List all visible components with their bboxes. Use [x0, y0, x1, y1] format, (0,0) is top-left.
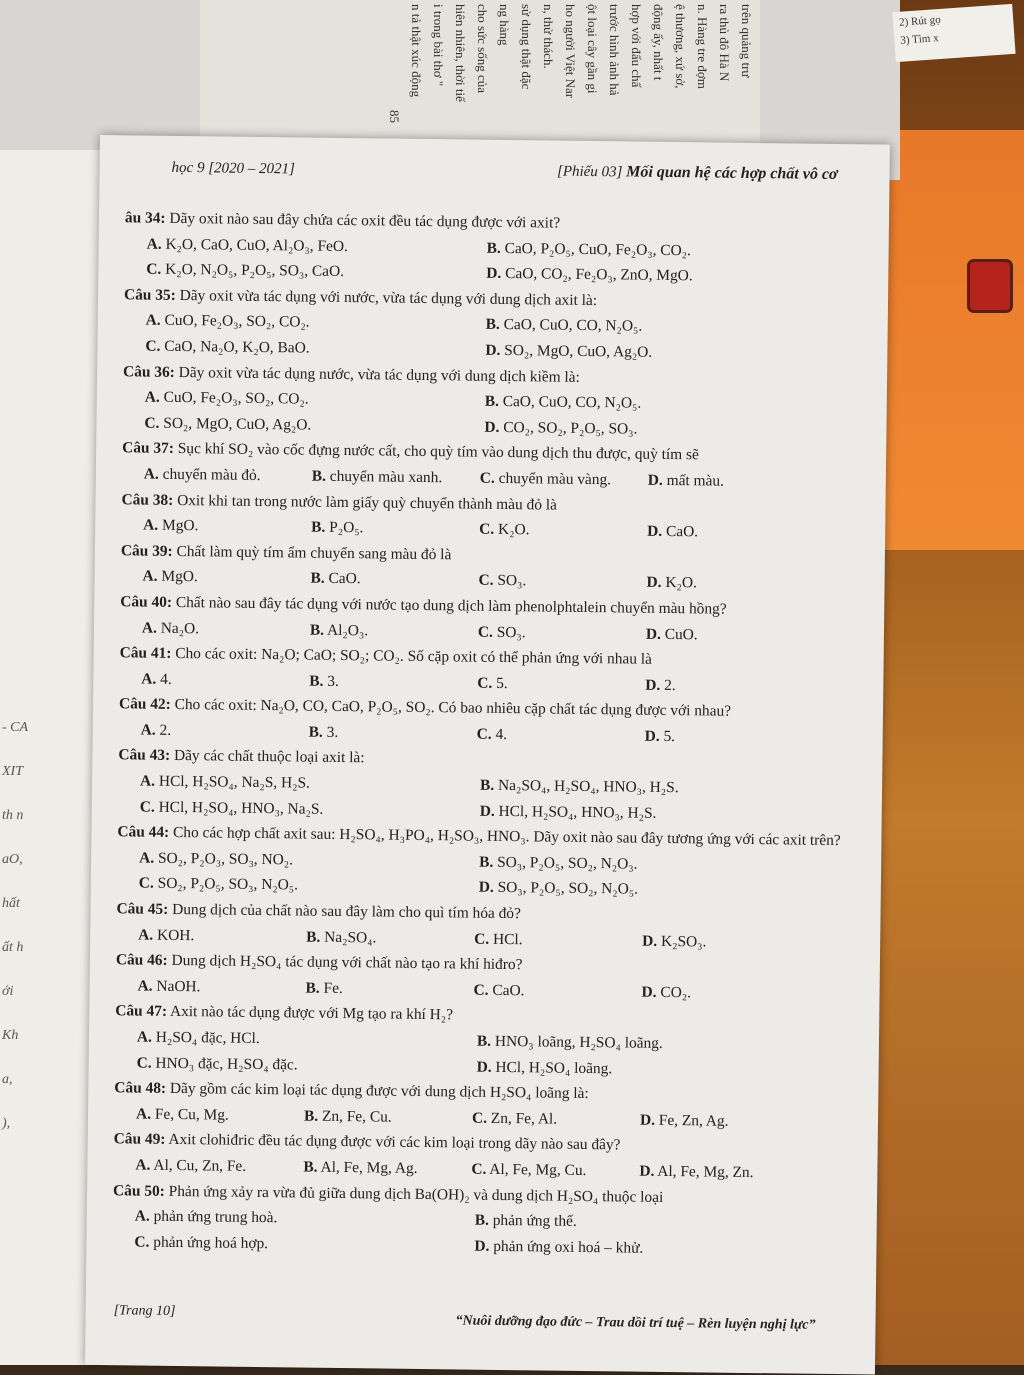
- option-text: Fe, Zn, Ag.: [658, 1111, 729, 1130]
- question-block: [120, 538, 857, 598]
- option-text: chuyển màu đỏ.: [162, 465, 261, 484]
- answer-options: [122, 384, 859, 444]
- worksheet-page: [85, 135, 890, 1375]
- note-line: 3) Tìm x: [899, 32, 940, 47]
- background-note: [892, 4, 1015, 62]
- question-text: Oxit khi tan trong nước làm giấy quỳ chuyển thành màu đỏ là: [177, 491, 558, 514]
- option-letter: A.: [137, 977, 153, 995]
- question-block: [120, 589, 857, 649]
- question-block: [113, 1127, 850, 1187]
- notebook-handwriting: th n: [2, 808, 24, 823]
- option-letter: B.: [485, 316, 500, 334]
- option-text: SO₂, MgO, CuO, Ag₂O.: [504, 341, 653, 361]
- answer-option: [311, 515, 479, 543]
- option-text: SO₂, P₂O₃, SO₃, NO₂.: [157, 849, 294, 869]
- question-block: [115, 947, 852, 1007]
- question-text: Dãy oxit vừa tác dụng nước, vừa tác dụng với dung dịch kiềm là:: [178, 363, 580, 386]
- question-number: Câu 45:: [116, 900, 169, 918]
- option-letter: D.: [645, 676, 661, 694]
- question-number: Câu 38:: [121, 490, 174, 509]
- answer-options: [117, 845, 854, 905]
- answer-option: [471, 1157, 639, 1185]
- option-letter: B.: [486, 239, 501, 257]
- option-letter: B.: [311, 518, 326, 536]
- answer-option: [306, 924, 474, 952]
- option-letter: D.: [476, 1058, 492, 1076]
- option-text: 3.: [326, 723, 339, 741]
- background-text-column: ột loại cây gần gi: [585, 4, 600, 94]
- answer-option: [645, 724, 855, 752]
- option-text: CaO, CuO, CO, N₂O₅.: [502, 393, 642, 412]
- background-text-column: trước hình ảnh hả: [607, 4, 622, 96]
- answer-option: [303, 1155, 471, 1183]
- option-letter: C.: [145, 337, 161, 355]
- option-letter: C.: [479, 520, 495, 538]
- option-text: Al, Fe, Mg, Cu.: [489, 1160, 587, 1179]
- question-number: Câu 35:: [123, 286, 176, 304]
- question-number: Câu 49:: [113, 1130, 166, 1149]
- background-text-column: n. Hàng tre đợm: [695, 4, 710, 89]
- background-text-column: sử dụng thật đặc: [519, 4, 534, 90]
- option-text: 5.: [663, 727, 676, 745]
- answer-option: [305, 975, 473, 1003]
- option-text: CuO, Fe₂O₃, SO₂, CO₂.: [164, 312, 310, 331]
- question-text: Dãy các chất thuộc loại axit là:: [173, 747, 365, 767]
- question-text: Sục khí SO₂ vào cốc đựng nước cất, cho quỳ tím vào dung dịch thu được, quỳ tím sẽ: [177, 440, 699, 464]
- background-text-column: hợp với đấu chấ: [629, 4, 644, 88]
- option-letter: B.: [484, 392, 500, 411]
- answer-option: [642, 928, 852, 956]
- answer-options: [118, 768, 855, 828]
- option-letter: B.: [305, 979, 320, 997]
- answer-option: [474, 926, 642, 954]
- option-letter: B.: [303, 1158, 318, 1176]
- option-text: SO₃.: [497, 572, 527, 590]
- question-text: Dung dịch của chất nào sau đây làm cho quì tím hóa đỏ?: [172, 900, 521, 923]
- option-text: Fe.: [323, 979, 343, 997]
- question-number: Câu 36:: [123, 362, 175, 381]
- option-letter: D.: [639, 1111, 656, 1129]
- question-block: [121, 487, 858, 547]
- option-text: CO₂.: [660, 983, 692, 1002]
- notebook-handwriting: ới: [2, 984, 14, 999]
- option-letter: C.: [477, 623, 494, 641]
- option-text: Na₂SO₄, H₂SO₄, HNO₃, H₂S.: [497, 776, 679, 797]
- question-number: Câu 42:: [118, 695, 171, 714]
- question-text: Dãy oxit vừa tác dụng với nước, vừa tác dụng với dung dịch axit là:: [179, 286, 598, 309]
- background-text-column: động ấy, nhất t: [651, 4, 666, 81]
- background-book-page: [200, 0, 760, 150]
- option-letter: B.: [476, 1032, 492, 1050]
- option-text: CaO.: [665, 523, 699, 541]
- answer-option: [141, 717, 309, 745]
- header-topic: Mối quan hệ các hợp chất vô cơ: [626, 163, 838, 184]
- notebook-handwriting: Kh: [2, 1028, 19, 1043]
- answer-option: [472, 1105, 640, 1133]
- question-block: [118, 743, 855, 829]
- background-text-column: cho sức sống của: [475, 4, 490, 93]
- option-letter: B.: [306, 928, 321, 946]
- option-text: CuO.: [664, 625, 698, 643]
- option-letter: B.: [479, 776, 495, 794]
- option-letter: C.: [136, 1054, 152, 1072]
- option-letter: A.: [140, 772, 156, 790]
- option-letter: C.: [138, 874, 154, 893]
- question-number: Câu 48:: [114, 1079, 167, 1098]
- question-block: [119, 640, 856, 700]
- option-letter: B.: [479, 853, 494, 871]
- option-text: 3.: [327, 672, 339, 690]
- answer-option: [141, 666, 309, 694]
- option-text: NaOH.: [156, 977, 201, 996]
- answer-option: [478, 568, 646, 596]
- option-letter: D.: [646, 574, 662, 592]
- question-text: Dung dịch H₂SO₄ tác dụng với chất nào tạo ra khí hiđro?: [171, 952, 523, 974]
- answer-option: [485, 338, 859, 368]
- option-letter: A.: [135, 1156, 151, 1174]
- question-text: Phản ứng xảy ra vừa đủ giữa dung dịch Ba(OH)₂ và dung dịch H₂SO₄ thuộc loại: [168, 1182, 664, 1206]
- answer-option: [641, 979, 851, 1007]
- option-letter: A.: [144, 388, 160, 406]
- option-letter: C.: [139, 798, 155, 816]
- question-block: [123, 282, 860, 368]
- question-block: [116, 896, 853, 956]
- option-text: 2.: [664, 676, 676, 694]
- option-text: H₂SO₄ đặc, HCl.: [155, 1028, 260, 1048]
- option-letter: C.: [144, 414, 160, 432]
- option-text: 4.: [495, 725, 508, 743]
- option-text: CaO.: [492, 981, 525, 1000]
- option-letter: D.: [479, 802, 495, 820]
- question-text: Dãy oxit nào sau đây chứa các oxit đều tác dụng được với axit?: [169, 209, 561, 232]
- option-text: CaO, CO₂, Fe₂O₃, ZnO, MgO.: [505, 265, 693, 285]
- answer-option: [645, 672, 855, 700]
- background-text-column: ệ thương, xứ sở,: [673, 4, 688, 89]
- option-letter: A.: [145, 311, 161, 330]
- option-text: phản ứng thế.: [492, 1212, 577, 1231]
- answer-option: [477, 670, 645, 698]
- question-list: [112, 205, 861, 1263]
- option-letter: D.: [647, 471, 663, 489]
- option-letter: D.: [645, 625, 662, 643]
- question-block: [122, 359, 859, 445]
- answer-option: [478, 619, 646, 647]
- question-text: Chất làm quỳ tím ẩm chuyển sang màu đỏ là: [176, 542, 452, 564]
- answer-option: [648, 468, 858, 496]
- option-letter: A.: [143, 516, 159, 534]
- question-block: [119, 692, 856, 752]
- answer-option: [144, 461, 312, 489]
- background-text-column: hiên nhiên, thời tiế: [453, 4, 468, 102]
- answer-option: [138, 922, 306, 950]
- background-text-column: n tả thật xúc động: [409, 4, 424, 98]
- background-text-column: trên quảng trư: [739, 4, 754, 78]
- notebook-handwriting: ất h: [2, 940, 24, 955]
- answer-option: [309, 668, 477, 696]
- option-text: Al, Cu, Zn, Fe.: [153, 1156, 247, 1175]
- question-text: Cho các oxit: Na₂O, CO, CaO, P₂O₅, SO₂. Có bao nhiêu cặp chất tác dụng được với nhau?: [174, 696, 732, 721]
- question-number: Câu 44:: [117, 823, 170, 842]
- option-letter: B.: [474, 1211, 489, 1229]
- option-letter: D.: [478, 879, 494, 897]
- background-text-column: ho người Việt Nar: [563, 4, 578, 99]
- answer-option: [646, 570, 856, 598]
- option-letter: C.: [471, 1109, 488, 1127]
- question-block: [112, 1178, 849, 1264]
- header-sheet-number: [Phiếu 03]: [556, 163, 623, 181]
- note-line: 2) Rút gọ: [898, 13, 942, 29]
- question-number: Câu 40:: [120, 593, 173, 611]
- answer-option: [137, 973, 305, 1001]
- option-text: Na₂O.: [160, 619, 200, 637]
- option-text: CO₂, SO₂, P₂O₅, SO₃.: [503, 418, 638, 438]
- option-text: SO₃.: [496, 623, 526, 641]
- option-letter: A.: [143, 465, 159, 483]
- option-letter: D.: [647, 522, 663, 541]
- option-letter: B.: [309, 672, 324, 690]
- answer-option: [479, 875, 853, 905]
- option-text: SO₃, P₂O₅, SO₂, N₂O₅.: [497, 879, 639, 899]
- answer-option: [142, 615, 310, 643]
- option-letter: B.: [303, 1107, 319, 1125]
- red-switch: [970, 262, 1010, 310]
- background-text-column: ra thủ đô Hà N: [717, 4, 732, 82]
- option-letter: A.: [136, 1028, 153, 1046]
- answer-option: [304, 1103, 472, 1131]
- answer-option: [646, 621, 856, 649]
- option-text: 5.: [496, 674, 508, 692]
- option-letter: D.: [484, 418, 500, 436]
- option-letter: C.: [477, 674, 493, 692]
- question-block: [122, 436, 859, 496]
- answer-option: [136, 1101, 304, 1129]
- answer-option: [310, 566, 478, 594]
- option-letter: A.: [135, 1105, 152, 1123]
- answer-option: [146, 257, 486, 287]
- option-text: K₂O, N₂O₅, P₂O₅, SO₃, CaO.: [165, 260, 345, 281]
- option-text: Zn, Fe, Cu.: [321, 1107, 392, 1126]
- question-text: Dãy gồm các kim loại tác dụng được với dung dịch H₂SO₄ loãng là:: [169, 1080, 589, 1103]
- answer-option: [143, 513, 311, 541]
- option-letter: B.: [309, 621, 325, 639]
- option-text: Al₂O₃.: [326, 621, 369, 639]
- answer-option: [135, 1152, 303, 1180]
- option-letter: A.: [146, 235, 162, 253]
- option-text: Fe, Cu, Mg.: [154, 1105, 229, 1124]
- option-letter: A.: [134, 1207, 150, 1225]
- option-text: Al, Fe, Mg, Ag.: [320, 1158, 418, 1177]
- question-number: Câu 39:: [120, 542, 173, 560]
- answer-option: [640, 1107, 850, 1135]
- option-text: HCl, H₂SO₄, HNO₃, H₂S.: [498, 802, 657, 822]
- option-letter: C.: [479, 469, 495, 487]
- option-text: CaO, P₂O₅, CuO, Fe₂O₃, CO₂.: [504, 239, 692, 259]
- option-letter: D.: [486, 264, 502, 283]
- option-text: HNO₃ đặc, H₂SO₄ đặc.: [155, 1054, 298, 1074]
- footer-page-number: [Trang 10]: [113, 1303, 176, 1320]
- option-letter: C.: [478, 571, 494, 590]
- option-letter: C.: [471, 1160, 487, 1178]
- option-text: 2.: [159, 721, 172, 739]
- option-letter: C.: [146, 260, 162, 278]
- answer-option: [134, 1229, 474, 1259]
- option-text: CaO, Na₂O, K₂O, BaO.: [164, 337, 310, 357]
- option-text: K₂O.: [497, 521, 530, 539]
- option-text: CaO.: [328, 570, 361, 588]
- option-text: phản ứng oxi hoá – khử.: [493, 1237, 644, 1257]
- background-text-column: i trong bài thơ ": [431, 4, 446, 87]
- background-text-column: n, thử thách.: [541, 4, 556, 69]
- question-block: [124, 205, 861, 291]
- option-text: MgO.: [161, 568, 198, 586]
- question-block: [115, 999, 852, 1085]
- answer-option: [145, 334, 485, 364]
- option-letter: D.: [485, 341, 501, 359]
- notebook-handwriting: hất: [2, 896, 20, 911]
- option-letter: A.: [139, 849, 155, 867]
- answer-option: [477, 722, 645, 750]
- notebook-handwriting: ),: [2, 1116, 11, 1131]
- option-text: KOH.: [156, 926, 195, 944]
- question-block: [117, 820, 854, 906]
- answer-option: [479, 517, 647, 545]
- question-block: [114, 1075, 851, 1135]
- option-letter: A.: [141, 619, 158, 637]
- option-letter: C.: [473, 981, 489, 999]
- notebook-handwriting: XIT: [2, 764, 23, 779]
- option-text: chuyển màu vàng.: [498, 469, 612, 489]
- option-text: chuyển màu xanh.: [329, 467, 443, 487]
- footer-motto: “Nuôi dưỡng đạo đức – Trau dồi trí tuệ – Rèn luyện nghị lực”: [455, 1313, 816, 1333]
- question-text: Axit clohiđric đều tác dụng được với các kim loại trong dãy nào sau đây?: [168, 1131, 621, 1154]
- option-letter: D.: [639, 1162, 655, 1180]
- answer-options: [112, 1203, 849, 1263]
- option-text: MgO.: [161, 516, 199, 535]
- question-number: Câu 37:: [122, 439, 175, 458]
- option-text: 4.: [160, 670, 172, 688]
- option-letter: D.: [642, 932, 658, 950]
- option-text: CaO, CuO, CO, N₂O₅.: [503, 316, 643, 336]
- notebook-handwriting: aO,: [2, 852, 23, 867]
- option-text: Al, Fe, Mg, Zn.: [657, 1162, 754, 1182]
- notebook-handwriting: a,: [2, 1072, 13, 1087]
- option-text: HNO₃ loãng, H₂SO₄ loãng.: [494, 1032, 663, 1052]
- answer-option: [480, 466, 648, 494]
- answer-options: [123, 308, 860, 368]
- option-letter: B.: [311, 467, 327, 485]
- option-letter: B.: [310, 569, 325, 588]
- background-text-column: ng hàng: [497, 4, 512, 46]
- option-letter: D.: [474, 1237, 490, 1255]
- option-text: P₂O₅.: [329, 518, 364, 537]
- option-text: SO₃, P₂O₅, SO₂, N₂O₃.: [497, 853, 638, 873]
- header-title: [557, 163, 838, 184]
- answer-option: [647, 519, 857, 547]
- option-text: SO₂, MgO, CuO, Ag₂O.: [163, 414, 312, 434]
- option-text: K₂O.: [665, 574, 697, 592]
- question-number: Câu 41:: [119, 644, 172, 663]
- option-letter: A.: [141, 670, 157, 688]
- option-text: CuO, Fe₂O₃, SO₂, CO₂.: [163, 388, 309, 408]
- question-number: Câu 46:: [115, 951, 168, 970]
- question-text: Axit nào tác dụng được với Mg tạo ra khí H₂?: [169, 1003, 454, 1024]
- answer-options: [115, 1024, 852, 1084]
- option-text: SO₂, P₂O₅, SO₃, N₂O₅.: [157, 875, 299, 894]
- answer-option: [310, 617, 478, 645]
- answer-option: [142, 564, 310, 592]
- question-number: Câu 50:: [113, 1181, 165, 1200]
- question-number: Câu 43:: [118, 746, 171, 765]
- answer-option: [639, 1159, 849, 1187]
- answer-option: [474, 1233, 848, 1263]
- option-text: HCl, H₂SO₄, Na₂S, H₂S.: [158, 772, 311, 792]
- option-letter: D.: [644, 727, 660, 745]
- answer-option: [312, 464, 480, 492]
- question-text: Cho các hợp chất axit sau: H₂SO₄, H₃PO₄, H₂SO₃, HNO₃. Dãy oxit nào sau đây tương ứng với các axit trên?: [172, 824, 841, 850]
- answer-option: [309, 719, 477, 747]
- option-letter: B.: [308, 723, 323, 741]
- question-number: Câu 47:: [115, 1002, 168, 1021]
- option-text: phản ứng trung hoà.: [153, 1207, 278, 1227]
- option-letter: C.: [134, 1233, 150, 1251]
- header-course: học 9 [2020 – 2021]: [171, 159, 296, 178]
- option-letter: A.: [138, 926, 154, 944]
- option-text: K₂O, CaO, CuO, Al₂O₃, FeO.: [165, 235, 348, 255]
- option-text: HCl, H₂SO₄ loãng.: [495, 1058, 613, 1077]
- answer-options: [124, 231, 861, 291]
- option-text: HCl.: [492, 930, 523, 948]
- option-text: Zn, Fe, Al.: [490, 1109, 558, 1128]
- question-text: Chất nào sau đây tác dụng với nước tạo dung dịch làm phenolphtalein chuyển màu hồng?: [175, 593, 727, 618]
- answer-option: [473, 977, 641, 1005]
- option-letter: A.: [142, 567, 158, 586]
- option-text: phản ứng hoá hợp.: [153, 1233, 269, 1252]
- question-text: Cho các oxit: Na₂O; CaO; SO₂; CO₂. Số cặp oxit có thể phản ứng với nhau là: [175, 645, 653, 668]
- option-letter: A.: [140, 721, 156, 739]
- option-letter: C.: [474, 930, 490, 948]
- notebook-handwriting: - CA: [2, 720, 29, 735]
- option-text: Na₂SO₄.: [324, 928, 377, 947]
- option-letter: C.: [476, 725, 492, 743]
- option-letter: D.: [641, 983, 657, 1001]
- background-page-number: 85: [387, 110, 402, 123]
- option-text: K₂SO₃.: [660, 932, 707, 951]
- question-number: âu 34:: [124, 209, 166, 227]
- option-text: HCl, H₂SO₄, HNO₃, Na₂S.: [158, 798, 324, 818]
- option-text: mất màu.: [666, 471, 725, 490]
